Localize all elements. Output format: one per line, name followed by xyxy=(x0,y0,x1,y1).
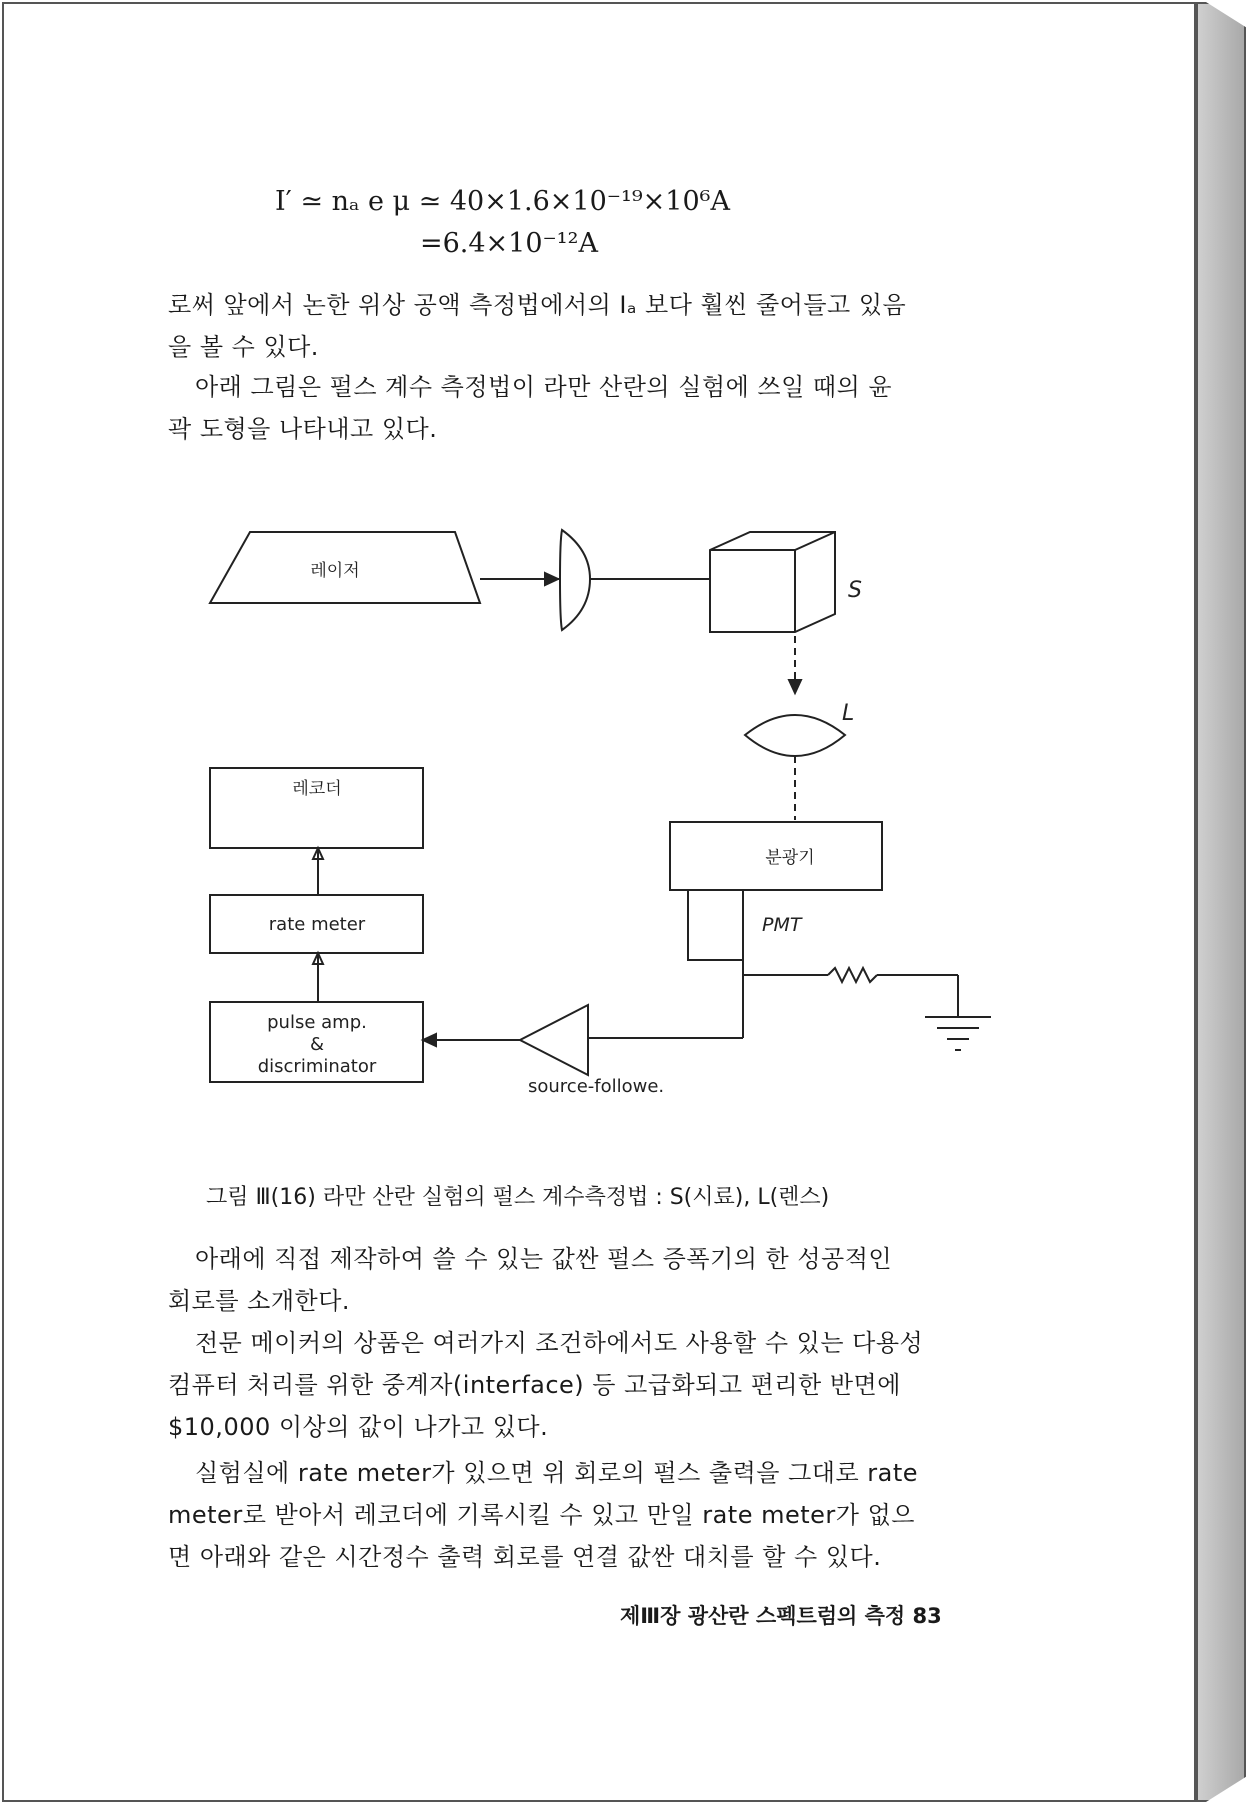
paragraph-line: 을 볼 수 있다. xyxy=(168,333,319,361)
paragraph-line: 실험실에 rate meter가 있으면 위 회로의 펄스 출력을 그대로 rate xyxy=(195,1459,919,1487)
paragraph-line: 컴퓨터 처리를 위한 중계자(interface) 등 고급화되고 편리한 반면에 xyxy=(168,1371,901,1399)
lens-label: L xyxy=(842,701,855,726)
paragraph-line: 아래에 직접 제작하여 쓸 수 있는 값싼 펄스 증폭기의 한 성공적인 xyxy=(195,1245,893,1273)
sample-cube-shape xyxy=(710,532,835,632)
paragraph-line: $10,000 이상의 값이 나가고 있다. xyxy=(168,1413,549,1441)
collection-lens-shape xyxy=(745,715,845,756)
sample-label: S xyxy=(848,578,862,603)
running-footer: 제Ⅲ장 광산란 스펙트럼의 측정 83 xyxy=(620,1604,942,1628)
spectrometer-label: 분광기 xyxy=(765,848,815,868)
paragraph-1 xyxy=(168,284,1043,368)
recorder-label: 레코더 xyxy=(292,779,342,799)
figure-caption: 그림 Ⅲ(16) 라만 산란 실험의 펄스 계수측정법 : S(시료), L(렌스) xyxy=(206,1185,830,1210)
raman-pulse-counting-diagram xyxy=(190,520,1010,1130)
pmt-label: PMT xyxy=(762,914,802,936)
pulse-amp-label-2: & xyxy=(309,1034,325,1055)
pmt-shape xyxy=(688,890,743,960)
pulse-amp-label-1: pulse amp. xyxy=(267,1012,367,1033)
paragraph-line: 곽 도형을 나타내고 있다. xyxy=(168,415,438,443)
paragraph-5 xyxy=(168,1452,1043,1578)
laser-label: 레이저 xyxy=(310,561,360,581)
page-edge-shadow xyxy=(1196,2,1246,1802)
equation-line-2: =6.4×10⁻¹²A xyxy=(420,228,598,259)
paragraph-line: 전문 메이커의 상품은 여러가지 조건하에서도 사용할 수 있는 다용성 xyxy=(195,1329,924,1357)
source-follower-shape xyxy=(520,1005,588,1075)
paragraph-3 xyxy=(168,1238,1043,1322)
paragraph-4 xyxy=(168,1322,1043,1448)
rate-meter-label: rate meter xyxy=(268,914,366,935)
equation-line-1: I′ ≃ nₐ e μ ≃ 40×1.6×10⁻¹⁹×10⁶A xyxy=(275,186,730,217)
paragraph-line: 면 아래와 같은 시간정수 출력 회로를 연결 값싼 대치를 할 수 있다. xyxy=(168,1543,882,1571)
pulse-amp-label-3: discriminator xyxy=(257,1056,377,1077)
source-follower-label: source-followe. xyxy=(528,1076,665,1097)
paragraph-line: 아래 그림은 펄스 계수 측정법이 라만 산란의 실험에 쓰일 때의 윤 xyxy=(195,373,893,401)
paragraph-line: 로써 앞에서 논한 위상 공액 측정법에서의 Iₐ 보다 훨씬 줄어들고 있음 xyxy=(168,291,907,319)
focusing-lens-shape xyxy=(560,530,590,630)
paragraph-line: meter로 받아서 레코더에 기록시킬 수 있고 만일 rate meter가 없으 xyxy=(168,1501,915,1529)
paragraph-2 xyxy=(168,366,1043,450)
paragraph-line: 회로를 소개한다. xyxy=(168,1287,351,1315)
